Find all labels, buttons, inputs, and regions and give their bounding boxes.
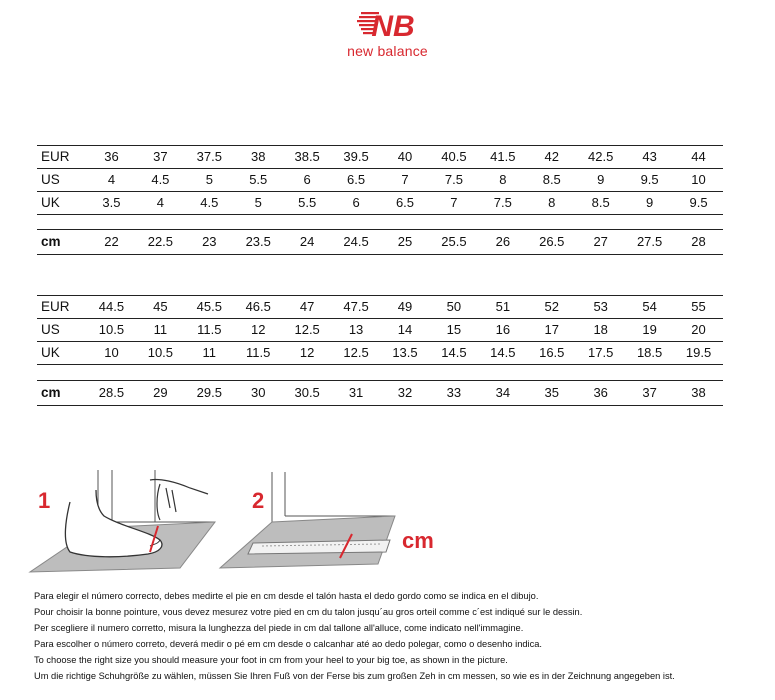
table-cell: 17 [527,319,576,342]
table-cell: 12 [283,342,332,365]
table-cell: 8 [478,169,527,192]
instruction-fr: Pour choisir la bonne pointure, vous devez mesurez votre pied en cm du talon jusqu´au gros orteil comme c´est indiqué sur le dessin. [34,607,583,617]
table-cell: 14.5 [429,342,478,365]
table-cell: 4.5 [136,169,185,192]
row-label: EUR [37,146,87,169]
table-cell: 23 [185,230,234,255]
table-cell: 16 [478,319,527,342]
table-cell: 38 [234,146,283,169]
table-cell: 26 [478,230,527,255]
table-cell: 9.5 [625,169,674,192]
table-cell: 35 [527,381,576,406]
row-label: cm [37,230,87,255]
table-row [37,319,723,342]
table-cell: 7 [381,169,430,192]
table-cell: 11 [185,342,234,365]
table-cell: 42 [527,146,576,169]
table-row [37,296,723,319]
nb-logo-icon [357,8,419,42]
table-cell: 24 [283,230,332,255]
instruction-it: Per scegliere il numero corretto, misura la lunghezza del piede in cm dal tallone all'alluce, come indicato nell'immagine. [34,623,524,633]
table-cell: 25 [381,230,430,255]
table-cell: 18 [576,319,625,342]
row-label: US [37,319,87,342]
step-2-number: 2 [252,488,265,513]
table-cell: 5.5 [283,192,332,215]
table-cell: 38.5 [283,146,332,169]
table-cell: 9 [576,169,625,192]
table-cell: 47 [283,296,332,319]
table-cell: 27.5 [625,230,674,255]
table-cell: 40 [381,146,430,169]
table-cell: 6 [283,169,332,192]
table-cell: 26.5 [527,230,576,255]
table-row [37,169,723,192]
svg-text:NB: NB [370,10,415,42]
table-cell: 7.5 [429,169,478,192]
table-cell: 46.5 [234,296,283,319]
row-label: UK [37,192,87,215]
table-cell: 6.5 [332,169,381,192]
table-cell: 14 [381,319,430,342]
table-cell: 22 [87,230,136,255]
table-cell: 30.5 [283,381,332,406]
brand-name: new balance [347,43,428,59]
table-cell: 25.5 [429,230,478,255]
table-cell: 12 [234,319,283,342]
table-cell: 10 [674,169,723,192]
table-cell: 29 [136,381,185,406]
table-cell: 44 [674,146,723,169]
table-cell: 41.5 [478,146,527,169]
table-cell: 37 [136,146,185,169]
table-cell: 37.5 [185,146,234,169]
table-cell: 14.5 [478,342,527,365]
table-cell: 9 [625,192,674,215]
table-cell: 53 [576,296,625,319]
table-cell: 55 [674,296,723,319]
foot-icon [65,490,162,557]
table-cell: 19 [625,319,674,342]
table-row [37,381,723,406]
step-2-drawing [220,472,395,568]
table-cell: 5 [185,169,234,192]
table-cell: 11 [136,319,185,342]
row-label: cm [37,381,87,406]
table-cell: 49 [381,296,430,319]
table-cell: 16.5 [527,342,576,365]
table-cell: 10.5 [136,342,185,365]
table-cell: 38 [674,381,723,406]
table-cell: 30 [234,381,283,406]
table-cell: 43 [625,146,674,169]
table-cell: 13.5 [381,342,430,365]
table-row [37,192,723,215]
table-cell: 36 [576,381,625,406]
instruction-pt: Para escolher o número correto, deverá medir o pé em cm desde o calcanhar até ao dedo polegar, como o desenho indica. [34,639,543,649]
hand-icon [150,479,208,520]
table-cell: 45.5 [185,296,234,319]
table-cell: 17.5 [576,342,625,365]
cm-table-2 [37,380,723,406]
instructions-block [34,588,774,684]
table-cell: 11.5 [234,342,283,365]
table-cell: 3.5 [87,192,136,215]
table-row [37,230,723,255]
table-cell: 23.5 [234,230,283,255]
table-cell: 34 [478,381,527,406]
table-cell: 44.5 [87,296,136,319]
table-cell: 32 [381,381,430,406]
table-cell: 52 [527,296,576,319]
size-table-2 [37,295,723,365]
table-cell: 9.5 [674,192,723,215]
step-1-drawing [30,470,215,572]
step-1-number: 1 [38,488,51,513]
table-cell: 19.5 [674,342,723,365]
table-cell: 10 [87,342,136,365]
row-label: EUR [37,296,87,319]
table-cell: 8.5 [576,192,625,215]
table-cell: 12.5 [283,319,332,342]
table-cell: 29.5 [185,381,234,406]
table-cell: 20 [674,319,723,342]
table-cell: 4 [87,169,136,192]
table-cell: 31 [332,381,381,406]
size-table-1 [37,145,723,215]
table-cell: 36 [87,146,136,169]
table-cell: 27 [576,230,625,255]
table-cell: 33 [429,381,478,406]
table-cell: 24.5 [332,230,381,255]
table-cell: 47.5 [332,296,381,319]
table-cell: 6 [332,192,381,215]
table-cell: 4.5 [185,192,234,215]
table-cell: 22.5 [136,230,185,255]
table-cell: 45 [136,296,185,319]
table-cell: 28.5 [87,381,136,406]
table-cell: 6.5 [381,192,430,215]
table-cell: 50 [429,296,478,319]
table-cell: 4 [136,192,185,215]
cm-table-1 [37,229,723,255]
table-cell: 5 [234,192,283,215]
table-cell: 12.5 [332,342,381,365]
instruction-de: Um die richtige Schuhgröße zu wählen, müssen Sie Ihren Fuß von der Ferse bis zum großen Zeh in cm messen, so wie es in der Zeichnung angegeben ist. [34,671,675,681]
table-cell: 15 [429,319,478,342]
table-cell: 11.5 [185,319,234,342]
brand-logo [330,8,445,68]
table-cell: 8 [527,192,576,215]
table-cell: 39.5 [332,146,381,169]
table-cell: 7.5 [478,192,527,215]
table-cell: 42.5 [576,146,625,169]
table-cell: 54 [625,296,674,319]
table-cell: 51 [478,296,527,319]
foot-measure-illustration [0,460,460,585]
table-row [37,342,723,365]
table-cell: 5.5 [234,169,283,192]
table-cell: 7 [429,192,478,215]
instruction-es: Para elegir el número correcto, debes medirte el pie en cm desde el talón hasta el dedo gordo como se indica en el dibujo. [34,591,539,601]
row-label: UK [37,342,87,365]
cm-unit-label: cm [402,528,434,553]
table-cell: 13 [332,319,381,342]
table-cell: 8.5 [527,169,576,192]
table-cell: 28 [674,230,723,255]
table-cell: 10.5 [87,319,136,342]
table-cell: 40.5 [429,146,478,169]
table-row [37,146,723,169]
row-label: US [37,169,87,192]
table-cell: 37 [625,381,674,406]
instruction-en: To choose the right size you should measure your foot in cm from your heel to your big toe, as shown in the picture. [34,655,508,665]
table-cell: 18.5 [625,342,674,365]
